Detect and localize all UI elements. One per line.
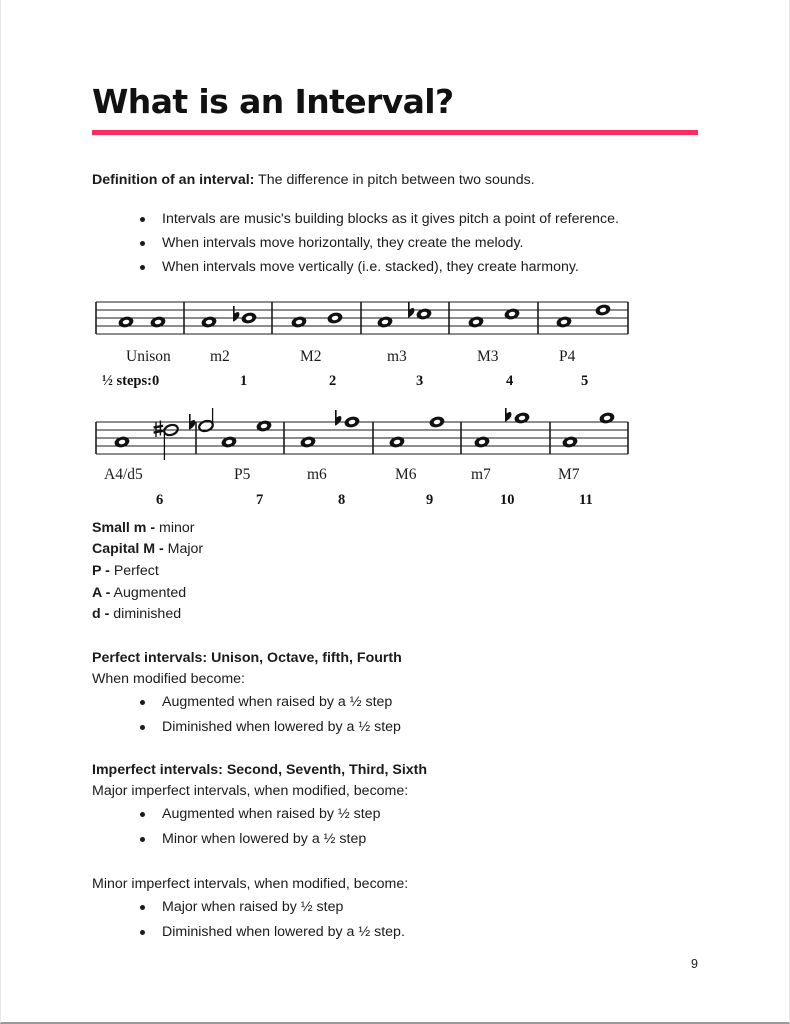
abbreviation-term: d - (92, 606, 110, 623)
imperfect-intervals-section (92, 760, 700, 850)
flat-accidental (189, 414, 195, 430)
title-underline-rule (92, 130, 698, 135)
definition-label: Definition of an interval: (92, 172, 255, 189)
staff-one-halfstep-row (102, 373, 588, 389)
interval-label: m2 (210, 347, 230, 365)
abbreviation-row (92, 604, 700, 626)
interval-label: m3 (387, 347, 407, 365)
abbreviation-meaning: minor (155, 519, 195, 536)
halfsteps-value: 10 (500, 491, 515, 508)
definition-paragraph (92, 170, 700, 191)
list-item: Augmented when raised by a ½ step (140, 692, 700, 713)
staff-two-figure (92, 408, 632, 508)
list-item: Diminished when lowered by a ½ step (140, 717, 700, 738)
halfsteps-value: 5 (581, 372, 589, 389)
abbreviation-meaning: Major (163, 541, 204, 558)
halfsteps-value: 7 (256, 491, 264, 508)
definition-text: The difference in pitch between two sounds. (254, 172, 535, 189)
abbreviation-term: A - (92, 584, 111, 601)
halfsteps-value: 6 (156, 491, 164, 508)
page-title: What is an Interval? (92, 82, 454, 121)
staff-one-figure (92, 293, 632, 396)
abbreviation-row (92, 518, 700, 540)
interval-label: m6 (307, 465, 327, 483)
halfsteps-value: 4 (506, 372, 514, 389)
sharp-accidental (154, 420, 163, 437)
halfsteps-value: 0 (152, 372, 160, 389)
section-subheading: Major imperfect intervals, when modified, become: (92, 783, 409, 800)
abbreviation-term: Capital M - (92, 541, 164, 558)
music-notation-block (92, 293, 700, 508)
halfsteps-label: ½ steps: (102, 372, 152, 389)
list-item: Intervals are music's building blocks as it gives pitch a point of reference. (140, 209, 700, 230)
halfsteps-value: 2 (329, 372, 337, 389)
abbreviation-row (92, 539, 700, 561)
section-subheading: When modified become: (92, 670, 245, 687)
list-item: When intervals move horizontally, they create the melody. (140, 233, 700, 254)
interval-label: M3 (477, 347, 499, 365)
list-item: When intervals move vertically (i.e. stacked), they create harmony. (140, 257, 700, 278)
intro-bullet-list (92, 209, 700, 279)
flat-accidental (408, 302, 414, 318)
abbreviation-row (92, 561, 700, 583)
flat-accidental (233, 306, 239, 322)
perfect-bullet-list (92, 692, 700, 738)
abbreviation-list (92, 518, 700, 626)
halfsteps-value: 11 (579, 491, 593, 508)
section-heading: Perfect intervals: Unison, Octave, fifth, Fourth (92, 649, 402, 666)
halfsteps-value: 8 (338, 491, 346, 508)
staff-one-lines (96, 302, 628, 334)
abbreviation-row (92, 583, 700, 605)
interval-label: M2 (300, 347, 322, 365)
list-item: Diminished when lowered by a ½ step. (140, 922, 700, 943)
interval-label: A4/d5 (104, 465, 143, 483)
abbreviation-term: P - (92, 562, 110, 579)
section-subheading: Minor imperfect intervals, when modified, become: (92, 876, 409, 893)
minor-imperfect-intervals-section (92, 874, 700, 943)
list-item: Major when raised by ½ step (140, 897, 700, 918)
halfsteps-value: 3 (416, 372, 424, 389)
interval-label: P4 (559, 347, 576, 365)
interval-label: m7 (471, 465, 491, 483)
abbreviation-meaning: Perfect (109, 562, 159, 579)
list-item: Augmented when raised by ½ step (140, 804, 700, 825)
interval-label: M6 (395, 465, 417, 483)
staff-two-interval-labels (104, 466, 580, 483)
abbreviation-term: Small m - (92, 519, 156, 536)
perfect-intervals-section (92, 648, 700, 738)
list-item: Minor when lowered by a ½ step (140, 829, 700, 850)
page-content (92, 0, 700, 946)
section-heading: Imperfect intervals: Second, Seventh, Third, Sixth (92, 761, 428, 778)
flat-accidental (505, 408, 511, 422)
staff-one-interval-labels (126, 348, 576, 365)
interval-label: M7 (558, 465, 580, 483)
abbreviation-meaning: diminished (109, 606, 182, 623)
imperfect-bullet-list (92, 804, 700, 850)
staff-two-notes (113, 408, 615, 460)
interval-label: Unison (126, 347, 171, 365)
flat-accidental (335, 410, 341, 426)
staff-two-halfstep-row (156, 492, 593, 508)
interval-label: P5 (234, 465, 251, 483)
abbreviation-meaning: Augmented (110, 584, 187, 601)
halfsteps-value: 1 (240, 372, 248, 389)
page-number: 9 (691, 957, 698, 971)
halfsteps-value: 9 (426, 491, 434, 508)
minor-imperfect-bullet-list (92, 897, 700, 943)
